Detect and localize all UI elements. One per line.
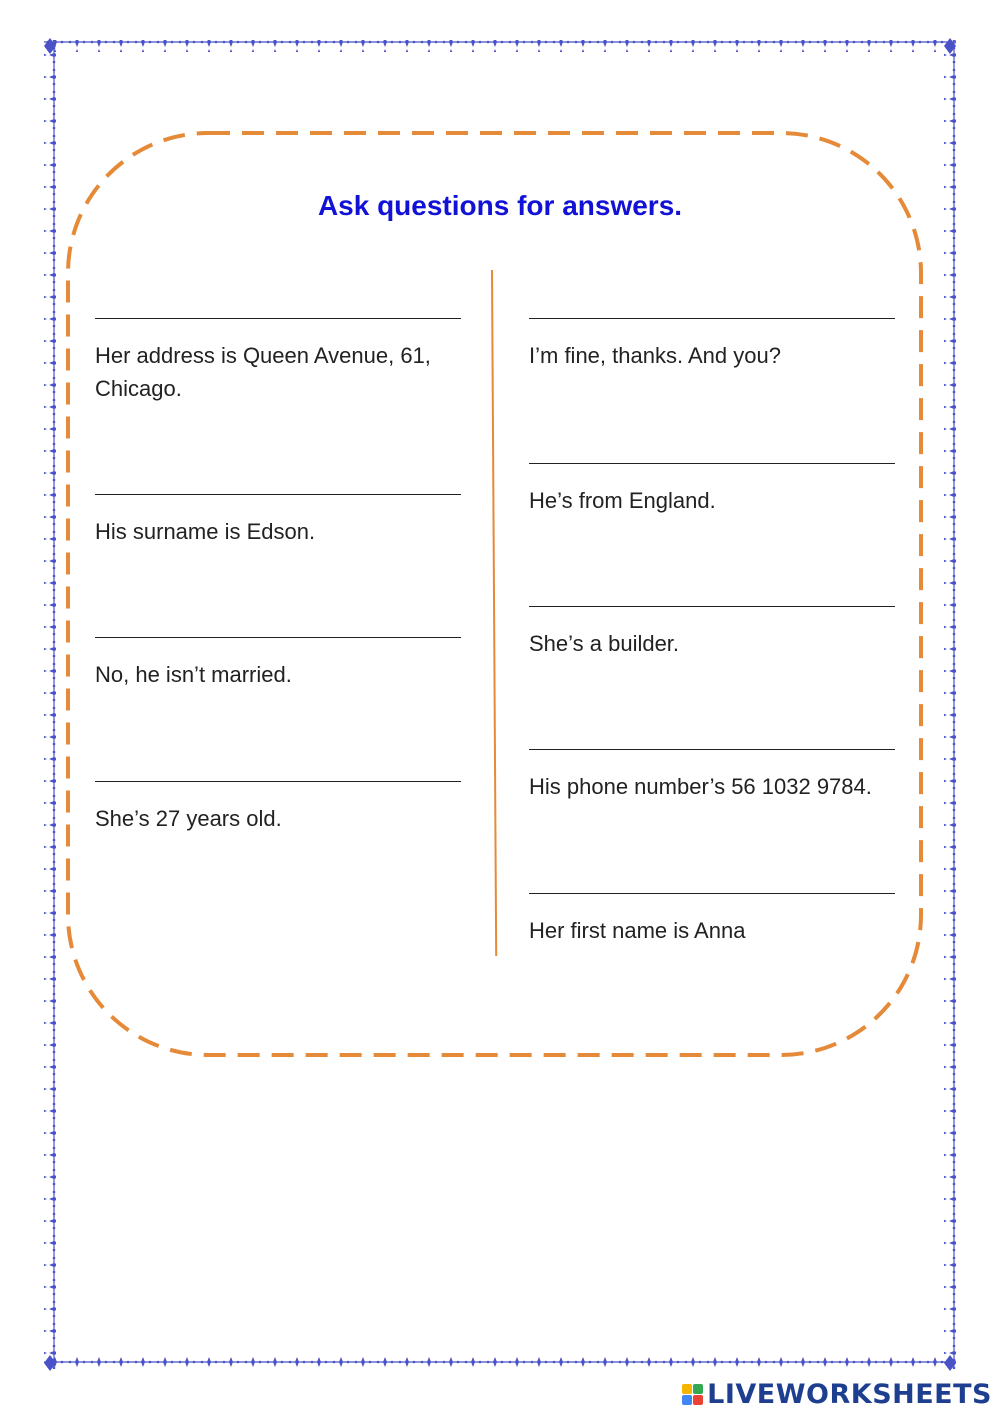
decorative-border-left <box>44 40 56 1369</box>
right-item-1 <box>529 318 899 372</box>
question-blank[interactable] <box>95 494 461 495</box>
answer-text: She’s a builder. <box>529 631 680 656</box>
answer-text: His phone number’s 56 1032 9784. <box>529 774 872 799</box>
question-blank[interactable] <box>529 893 895 894</box>
question-blank[interactable] <box>95 318 461 319</box>
right-item-4 <box>529 749 899 803</box>
left-item-1 <box>95 318 465 405</box>
left-item-2 <box>95 494 465 548</box>
decorative-border-bottom <box>44 1357 956 1369</box>
question-blank[interactable] <box>529 606 895 607</box>
answer-text: No, he isn’t married. <box>95 662 292 687</box>
page-title: Ask questions for answers. <box>317 190 683 221</box>
question-blank[interactable] <box>529 318 895 319</box>
decorative-border-right <box>944 40 956 1369</box>
answer-text: Her address is Queen Avenue, 61, Chicago. <box>95 343 431 401</box>
logo-badge-icon <box>682 1384 703 1405</box>
right-item-5 <box>529 893 899 947</box>
right-item-3 <box>529 606 899 660</box>
right-item-2 <box>529 463 899 517</box>
question-blank[interactable] <box>95 781 461 782</box>
answer-text: He’s from England. <box>529 488 716 513</box>
left-item-4 <box>95 781 465 835</box>
logo-text: LIVEWORKSHEETS <box>707 1378 992 1410</box>
answer-text: His surname is Edson. <box>95 519 316 544</box>
question-blank[interactable] <box>95 637 461 638</box>
left-item-3 <box>95 637 465 691</box>
answer-text: I’m fine, thanks. And you? <box>529 343 781 368</box>
question-blank[interactable] <box>529 463 895 464</box>
liveworksheets-logo[interactable] <box>682 1377 992 1411</box>
answer-text: Her first name is Anna <box>529 918 746 943</box>
decorative-border-top <box>44 40 956 52</box>
answer-text: She’s 27 years old. <box>95 806 282 831</box>
question-blank[interactable] <box>529 749 895 750</box>
